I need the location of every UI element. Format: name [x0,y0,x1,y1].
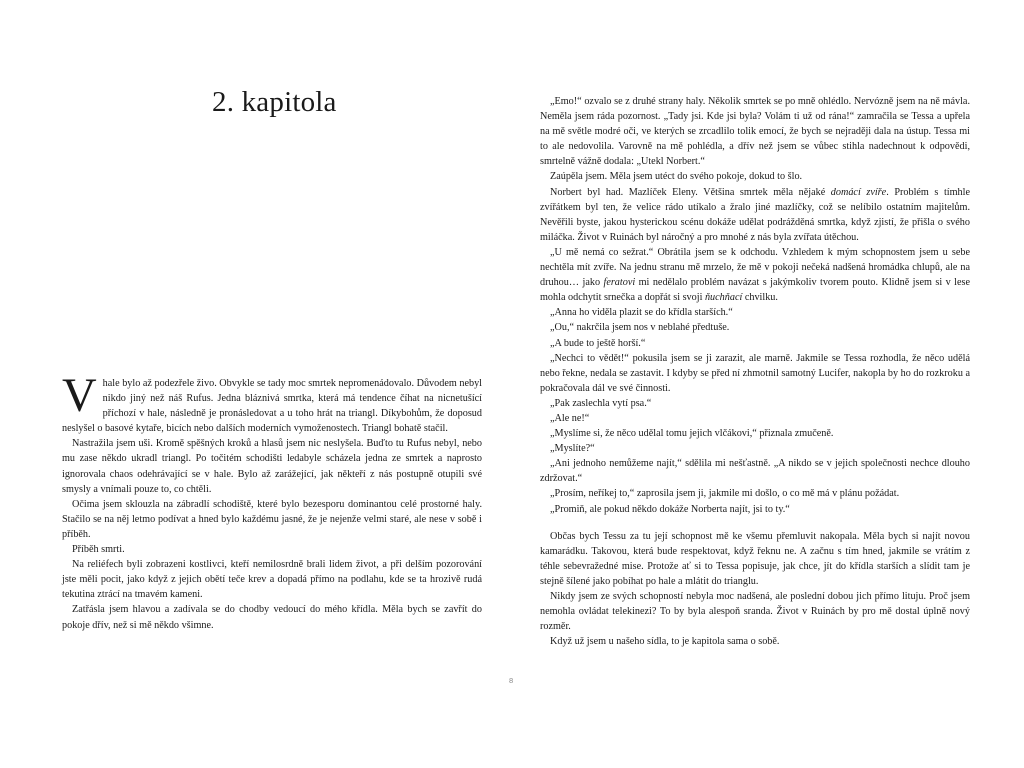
paragraph: Zaúpěla jsem. Měla jsem utéct do svého pokoje, dokud to šlo. [550,171,803,183]
paragraph: „Nechci to vědět!“ pokusila jsem se ji zarazit, ale marně. Jakmile se Tessa rozhodla, že něco udělá nebo řekne, nedala se zastavit. I kdyby se před ní zhmotnil samotný Lucifer, nakopla by ho do rozkroku a pokračovala dál ve své činnosti. [540,352,970,394]
right-page-text [540,94,970,649]
paragraph: Norbert byl had. Mazlíček Eleny. Většina smrtek měla nějaké domácí zvíře. Problém s tímhle zvířátkem byl ten, že velice rádo utíkalo a žralo jiné mazlíčky, což se nelíbilo ostatním majitelům. Nevěřili byste, jakou hysterickou scénu dokáže udělat podrážděná smrtka, když zjistí, že přišla o svého miláčka. Život v Ruinách byl náročný a pro mnohé z nás byla zvířata útěchou. [540,186,971,243]
page-number: 8 [509,676,514,685]
paragraph: Nastražila jsem uši. Kromě spěšných kroků a hlasů jsem nic neslyšela. Buďto tu Rufus nebyl, nebo mu zase někdo ukradl triangl. Po točitém schodišti ledabyle scházela jedna ze smrtek a naprosto ignorovala chaos odehrávající se v hale. Bylo až zarážející, jak někteří z nás postupně otupili své smysly a vnímali pouze to, co chtěli. [62,438,482,495]
paragraph: „Pak zaslechla vytí psa.“ [550,397,652,409]
paragraph: Když už jsem u našeho sídla, to je kapitola sama o sobě. [550,636,780,648]
paragraph: Příběh smrti. [72,544,125,556]
paragraph: Občas bych Tessu za tu její schopnost mě ke všemu přemluvit nakopala. Měla bych si najít novou kamarádku. Takovou, která bude respektovat, když řeknu ne. A začnu s tím hned, jakmile se vrátím z téhle sebevražedné mise. Protože ať si to Tessa popisuje, jak chce, jít do křídla starších a slídit tam je stejně šílené jako pobíhat po hale a mlátit do trianglu. [540,530,970,587]
left-page-text [62,369,482,633]
paragraph: Nikdy jsem ze svých schopností nebyla moc nadšená, ale poslední dobou jich přímo lituju. Proč jsem nemohla ovládat telekinezi? To by byla alespoň sranda. Život v Ruinách by pro mě dostal úplně nový rozměr. [540,591,970,633]
paragraph: „Myslíte?“ [550,443,595,455]
chapter-title: 2. kapitola [212,86,337,118]
paragraph: „Ou,“ nakrčila jsem nos v neblahé předtuše. [550,322,730,334]
right-page [540,0,970,768]
paragraph: Očima jsem sklouzla na zábradlí schodiště, které bylo bezesporu dominantou celé prostorné haly. Stačilo se na něj letmo podívat a hned bylo každému jasné, že je nejenže velmi staré, ale nese v sobě i příběh. [62,498,482,540]
paragraph: „Promiň, ale pokud někdo dokáže Norberta najít, jsi to ty.“ [550,503,790,515]
emphasis: ňuchňací [704,292,743,304]
paragraph: „A bude to ještě horší.“ [550,337,646,349]
paragraph: Vhale bylo až podezřele živo. Obvykle se tady moc smrtek nepromenádovalo. Důvodem nebyl nikdo jiný než náš Rufus. Jedna bláznivá smrtka, která má tendence číhat na nicnetušící příchozí v hale, následně je pronásledovat a u toho hrát na triangl. Díkybohům, že doposud neslyšel o basové kytaře, bicích nebo dalších moderních vymoženostech. Triangl bohatě stačil. [62,369,482,435]
paragraph: „Anna ho viděla plazit se do křídla starších.“ [550,307,733,319]
paragraph: „Prosím, neříkej to,“ zaprosila jsem ji, jakmile mi došlo, o co mě má v plánu požádat. [550,488,900,500]
paragraph: „U mě nemá co sežrat.“ Obrátila jsem se k odchodu. Vzhledem k mým schopnostem jsem u sebe nechtěla mít zvíře. Na jednu stranu mě mrzelo, že mě v pokoji nečeká nadšená hromádka chlupů, ale na druhou… jako feratovi mi nedělalo problém navázat s jakýmkoliv tvorem pouto. Klidně jsem si v lese mohla odchytit srnečka a dopřát si svoji ňuchňací chvilku. [540,246,970,304]
paragraph: „Ani jednoho nemůžeme najít,“ sdělila mi nešťastně. „A nikdo se v jejich společnosti nechce dlouho zdržovat.“ [540,458,970,485]
paragraph: „Emo!“ ozvalo se z druhé strany haly. Několik smrtek se po mně ohlédlo. Nervózně jsem na ně mávla. Neměla jsem ráda pozornost. „Tady jsi. Kde jsi byla? Volám ti už od rána!“ zamračila se Tessa a upřela na mě světle modré oči, ve kterých se zrcadlilo tolik emocí, že bych se nejraději dala na ústup. Tessa mi to ale nedovolila. Varovně na mě pohlédla, a dřív než jsem se vůbec stihla nadechnout k odpovědi, smrtelně vážně dodala: „Utekl Norbert.“ [540,96,970,168]
paragraph: „Ale ne!“ [550,412,590,424]
paragraph: „Myslíme si, že něco udělal tomu jejich vlčákovi,“ přiznala zmučeně. [550,428,834,440]
emphasis: domácí zvíře [830,186,887,198]
left-page [62,0,482,768]
paragraph: Na reliéfech byli zobrazeni kostlivci, kteří nemilosrdně brali lidem život, a při delším pozorování jste měli pocit, jako když z jejich obětí teče krev a dopadá přímo na podlahu, kde se ta hrozivě rudá tekutina ztrácí na tmavém kameni. [62,559,482,601]
emphasis: feratovi [603,277,636,289]
paragraph: Zatřásla jsem hlavou a zadívala se do chodby vedoucí do mého křídla. Měla bych se zavřít do pokoje dřív, než si mě někdo všimne. [62,604,482,631]
drop-cap: V [62,369,97,422]
